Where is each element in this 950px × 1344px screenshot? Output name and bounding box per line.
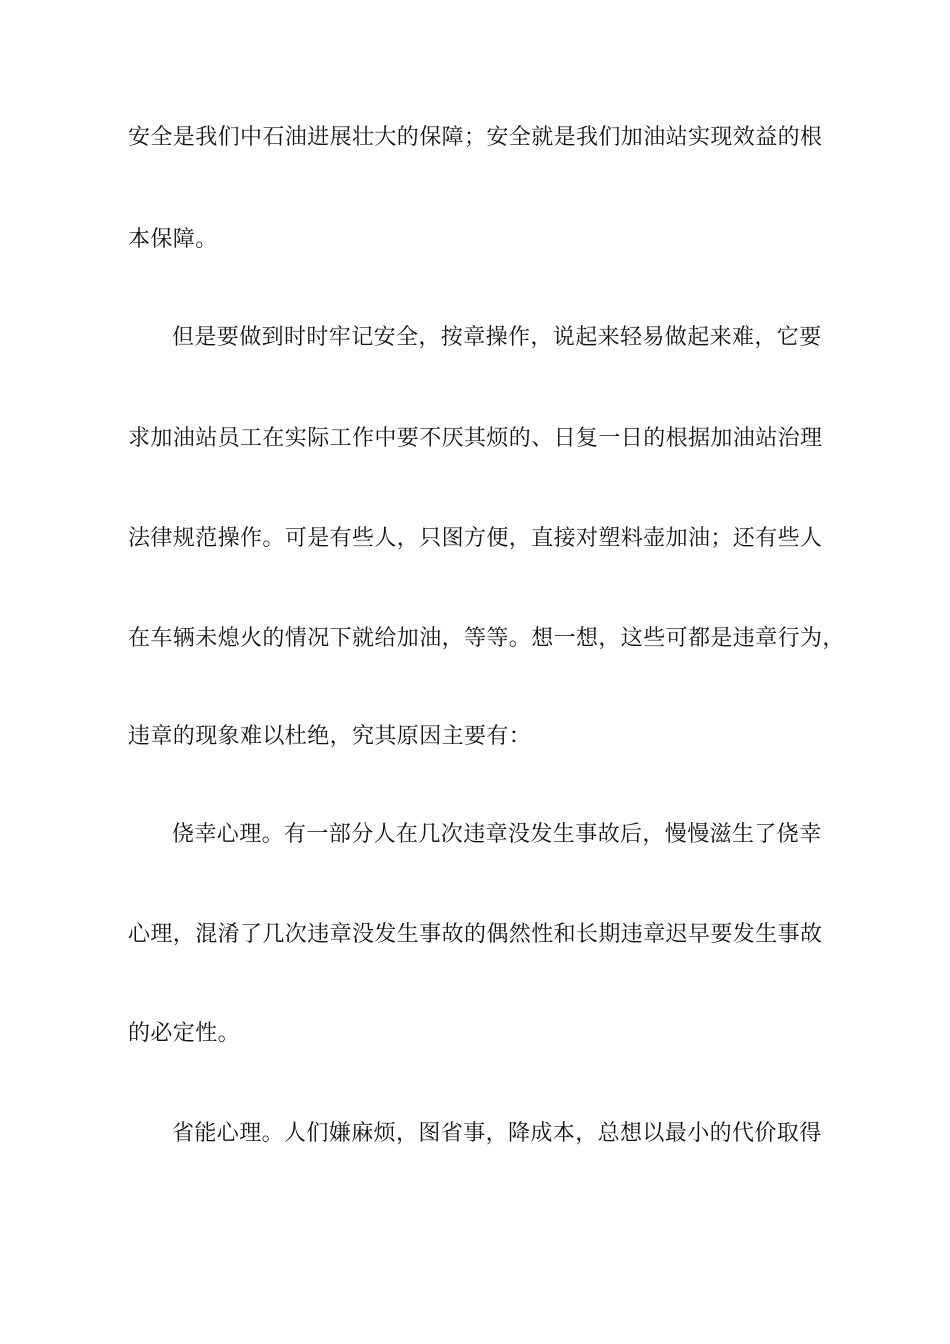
paragraph-start-line: 但是要做到时时牢记安全，按章操作，说起来轻易做起来难，它要 xyxy=(172,325,822,350)
paragraph-start-line: 侥幸心理。有一部分人在几次违章没发生事故后，慢慢滋生了侥幸 xyxy=(172,822,822,847)
text-line: 法律规范操作。可是有些人，只图方便，直接对塑料壶加油；还有些人 xyxy=(128,526,823,551)
text-line: 的必定性。 xyxy=(128,1021,241,1046)
text-line: 心理，混淆了几次违章没发生事故的偶然性和长期违章迟早要发生事故 xyxy=(128,922,823,947)
text-line: 在车辆未熄火的情况下就给加油，等等。想一想，这些可都是违章行为， xyxy=(128,626,845,651)
text-line: 安全是我们中石油进展壮大的保障；安全就是我们加油站实现效益的根 xyxy=(128,125,823,150)
text-line: 违章的现象难以杜绝，究其原因主要有： xyxy=(128,724,532,749)
text-line: 本保障。 xyxy=(128,227,218,252)
text-line: 求加油站员工在实际工作中要不厌其烦的、日复一日的根据加油站治理 xyxy=(128,426,823,451)
paragraph-start-line: 省能心理。人们嫌麻烦，图省事，降成本，总想以最小的代价取得 xyxy=(172,1121,822,1146)
